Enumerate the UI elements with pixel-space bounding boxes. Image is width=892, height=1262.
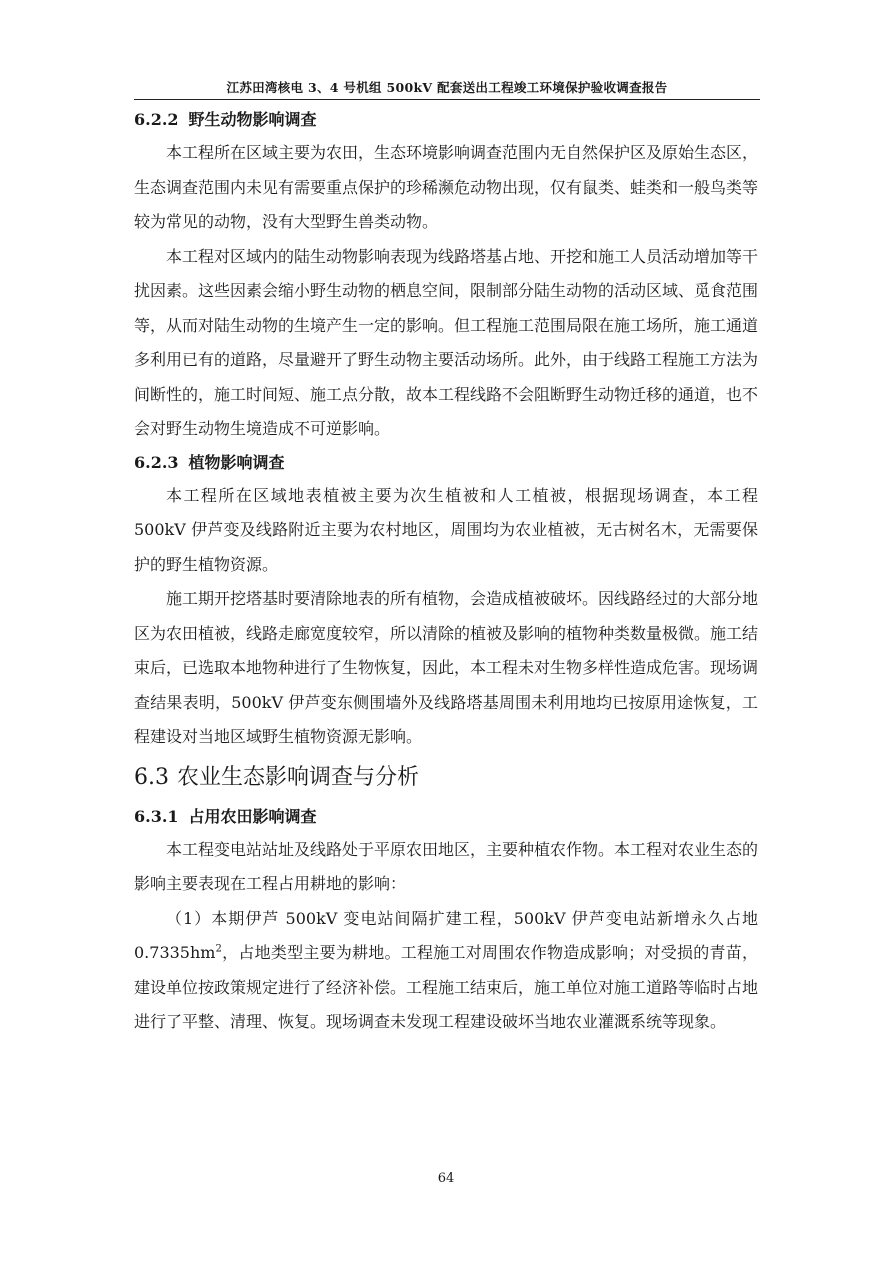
paragraph: 施工期开挖塔基时要清除地表的所有植物，会造成植被破坏。因线路经过的大部分地区为农田植被，线路走廊宽度较窄，所以清除的植被及影响的植物种类数量极微。施工结束后，已选取本地物种进行了生物恢复，因此，本工程未对生物多样性造成危害。现场调查结果表明，500kV 伊芦变东侧围墙外及线路塔基周围未利用地均已按原用途恢复，工程建设对当地区域野生植物资源无影响。 [134,589,759,746]
header-rule [134,99,760,100]
paragraph: 本工程对区域内的陆生动物影响表现为线路塔基占地、开挖和施工人员活动增加等干扰因素。这些因素会缩小野生动物的栖息空间，限制部分陆生动物的活动区域、觅食范围等，从而对陆生动物的生境产生一定的影响。但工程施工范围局限在施工场所，施工通道多利用已有的道路，尽量避开了野生动物主要活动场所。此外，由于线路工程施工方法为间断性的，施工时间短、施工点分散，故本工程线路不会阻断野生动物迁移的通道，也不会对野生动物生境造成不可逆影响。 [134,246,759,438]
heading-6-2-3 [134,447,758,479]
heading-number: 6.2.3 [134,452,179,472]
heading-6-3 [134,755,758,801]
paragraph-text: ，占地类型主要为耕地。工程施工对周围农作物造成影响；对受损的青苗，建设单位按政策规定进行了经济补偿。工程施工结束后，施工单位对施工道路等临时占地进行了平整、清理、恢复。现场调查未发现工程建设破坏当地农业灌溉系统等现象。 [134,943,759,1031]
running-header: 江苏田湾核电 3、4 号机组 500kV 配套送出工程竣工环境保护验收调查报告 [226,80,668,95]
page-number: 64 [437,1171,455,1186]
heading-number: 6.3 [134,764,169,790]
paragraph: 本工程所在区域主要为农田，生态环境影响调查范围内无自然保护区及原始生态区，生态调查范围内未见有需要重点保护的珍稀濒危动物出现，仅有鼠类、蛙类和一般鸟类等较为常见的动物，没有大型野生兽类动物。 [134,143,759,231]
paragraph: 本工程变电站站址及线路处于平原农田地区，主要种植农作物。本工程对农业生态的影响主要表现在工程占用耕地的影响： [134,839,759,893]
heading-title: 野生动物影响调查 [188,110,317,129]
heading-6-3-1 [134,801,758,833]
heading-title: 植物影响调查 [188,452,285,472]
paragraph: 本工程所在区域地表植被主要为次生植被和人工植被，根据现场调查，本工程 500kV 伊芦变及线路附近主要为农村地区，周围均为农业植被，无古树名木，无需要保护的野生植物资源。 [134,485,758,574]
superscript: 2 [215,943,222,955]
heading-number: 6.2.2 [134,110,179,129]
paragraph-text: （1）本期伊芦 500kV 变电站间隔扩建工程，500kV 伊芦变电站新增永久占地 0.7335hm [134,908,758,962]
heading-number: 6.3.1 [134,806,179,826]
heading-title: 农业生态影响调查与分析 [177,764,420,790]
heading-title: 占用农田影响调查 [188,806,317,826]
heading-6-2-2 [134,104,758,136]
paragraph [134,902,758,1040]
page-body [134,104,758,1040]
